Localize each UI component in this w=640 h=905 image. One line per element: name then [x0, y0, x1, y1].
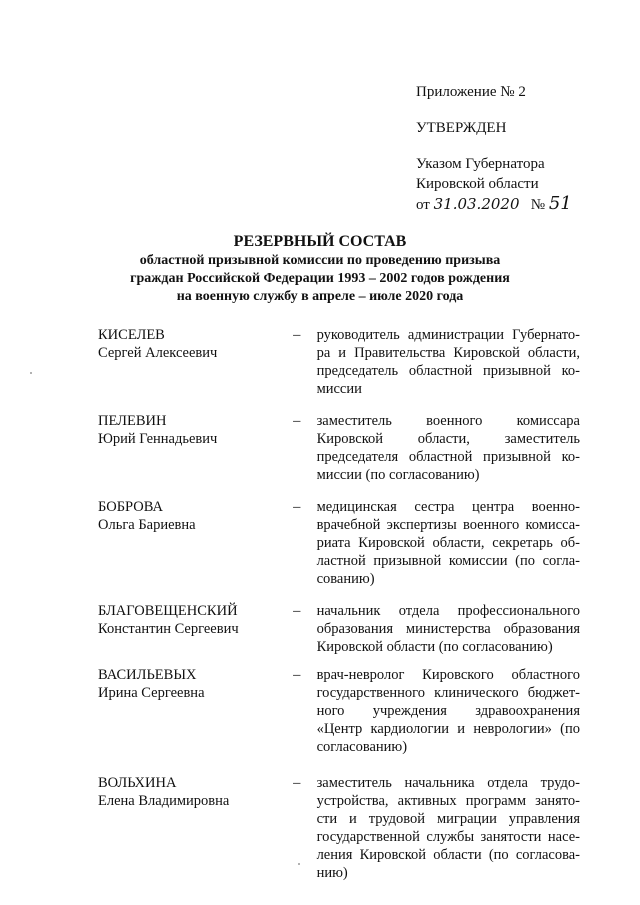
member-given-name: Ирина Сергеевна [98, 685, 205, 701]
role-line: образования министерства образования [316, 621, 580, 637]
entry-dash: – [293, 413, 301, 429]
member-name [98, 412, 293, 484]
role-line: врачебной экспертизы военного комисса- [316, 517, 580, 533]
member-surname: КИСЕЛЕВ [98, 327, 165, 343]
entry-dash: – [293, 327, 301, 343]
role-line: председателя областной призывной ко- [316, 449, 580, 465]
role-line: сованию) [316, 571, 375, 587]
role-line: медицинская сестра центра военно- [316, 499, 580, 515]
role-line: ного учреждения здравоохранения [316, 703, 580, 719]
entry-dash: – [293, 667, 301, 683]
decree-line-2: Кировской области [416, 176, 539, 192]
member-surname: ВАСИЛЬЕВЫХ [98, 667, 197, 683]
role-line: руководитель администрации Губернато- [316, 327, 580, 343]
role-line: ра и Правительства Кировской области, [316, 345, 580, 361]
handwritten-date: 31.03.2020 [433, 195, 520, 213]
title-line-3: граждан Российской Федерации 1993 – 2002 годов рождения [130, 271, 510, 286]
member-given-name: Ольга Бариевна [98, 517, 196, 533]
member-entry [98, 666, 580, 756]
member-given-name: Сергей Алексеевич [98, 345, 218, 361]
decree-line-1: Указом Губернатора [416, 156, 545, 172]
role-line: Кировской области (по согласованию) [316, 639, 553, 655]
role-line: риата Кировской области, секретарь об- [316, 535, 580, 551]
number-prefix: № [530, 197, 546, 213]
role-line: нию) [316, 865, 348, 881]
entry-dash: – [293, 775, 301, 791]
document-title [0, 232, 640, 306]
member-name [98, 774, 293, 882]
member-given-name: Елена Владимировна [98, 793, 230, 809]
entry-dash: – [293, 499, 301, 515]
member-surname: ВОЛЬХИНА [98, 775, 177, 791]
scan-speck [30, 372, 32, 374]
member-entry [98, 498, 580, 588]
member-name [98, 666, 293, 756]
role-line: Кировской области, заместитель [316, 431, 580, 447]
scan-speck [298, 863, 300, 865]
appendix-block [416, 82, 572, 215]
role-line: начальник отдела профессионального [316, 603, 580, 619]
member-entry [98, 326, 580, 398]
role-line: заместитель начальника отдела трудо- [316, 775, 580, 791]
role-line: ластной призывной комиссии (по согла- [316, 553, 580, 569]
date-prefix: от [416, 197, 430, 213]
role-line: председатель областной призывной ко- [316, 363, 580, 379]
member-entry [98, 774, 580, 882]
role-line: миссии [316, 381, 362, 397]
title-line-2: областной призывной комиссии по проведению призыва [139, 253, 501, 268]
title-line-4: на военную службу в апреле – июле 2020 года [176, 289, 464, 304]
title-line-1: РЕЗЕРВНЫЙ СОСТАВ [233, 233, 407, 250]
role-line: устройства, активных программ занято- [316, 793, 580, 809]
member-role [317, 412, 580, 484]
member-name [98, 326, 293, 398]
member-role [317, 326, 580, 398]
member-role [317, 498, 580, 588]
entry-dash: – [293, 603, 301, 619]
role-line: врач-невролог Кировского областного [316, 667, 580, 683]
role-line: ления Кировской области (по согласова- [316, 847, 580, 863]
role-line: согласованию) [316, 739, 408, 755]
member-name [98, 498, 293, 588]
member-name [98, 602, 293, 656]
role-line: заместитель военного комиссара [316, 413, 580, 429]
decree-date-line [416, 194, 572, 215]
member-surname: БОБРОВА [98, 499, 163, 515]
member-role [317, 774, 580, 882]
approved-label: УТВЕРЖДЕН [416, 120, 507, 136]
member-given-name: Константин Сергеевич [98, 621, 239, 637]
member-role [317, 602, 580, 656]
role-line: сти и трудовой миграции управления [316, 811, 580, 827]
role-line: миссии (по согласованию) [316, 467, 480, 483]
role-line: «Центр кардиологии и неврологии» (по [316, 721, 580, 737]
role-line: государственного клинического бюджет- [316, 685, 580, 701]
member-surname: ПЕЛЕВИН [98, 413, 167, 429]
role-line: государственной службы занятости насе- [316, 829, 580, 845]
member-surname: БЛАГОВЕЩЕНСКИЙ [98, 603, 238, 619]
appendix-number: Приложение № 2 [416, 84, 526, 100]
member-entry [98, 602, 580, 656]
member-role [317, 666, 580, 756]
member-entry [98, 412, 580, 484]
member-given-name: Юрий Геннадьевич [98, 431, 218, 447]
handwritten-number: 51 [548, 193, 572, 214]
